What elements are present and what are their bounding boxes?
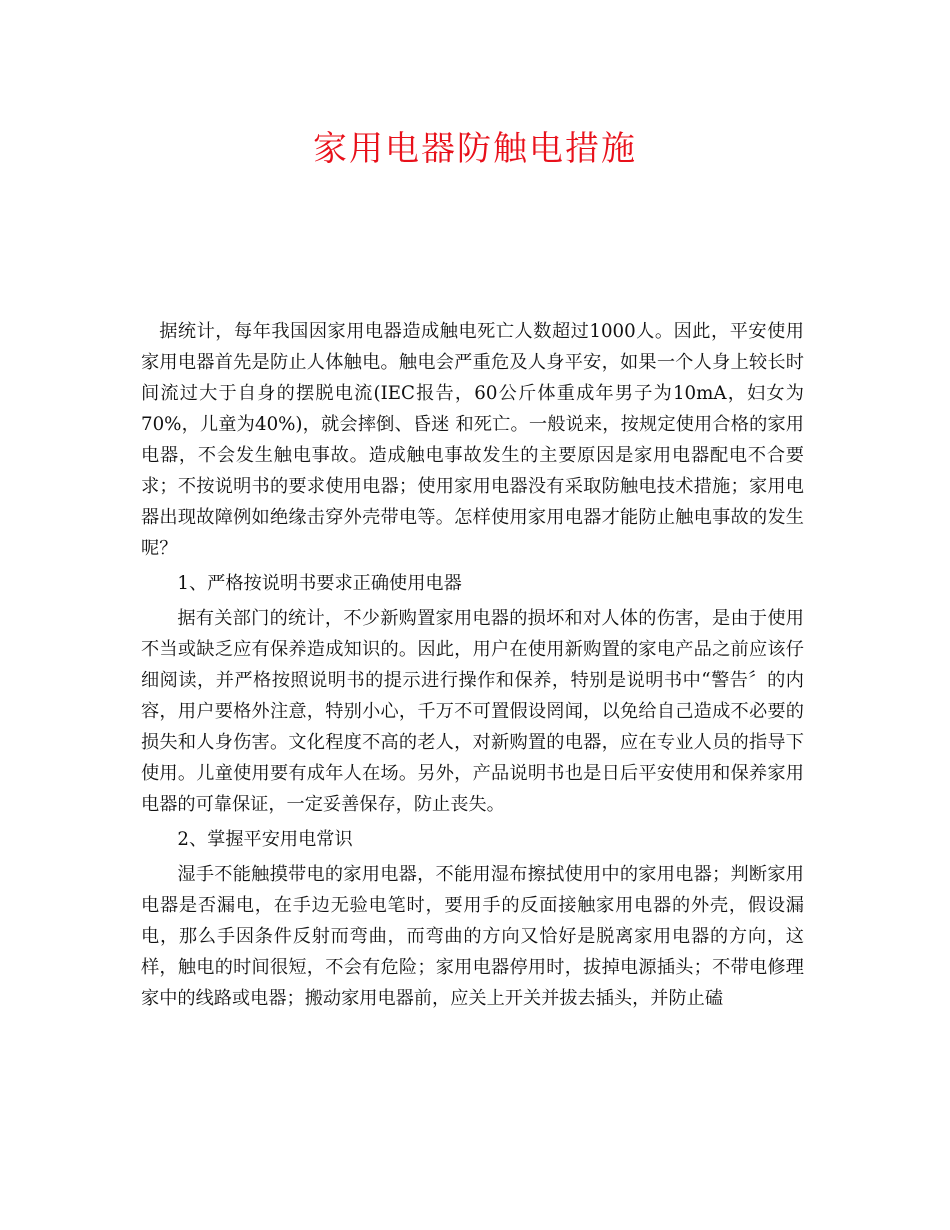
document-body [141, 316, 804, 1014]
section-heading-2: 2、掌握平安用电常识 [177, 829, 353, 850]
section-2-paragraph: 湿手不能触摸带电的家用电器，不能用湿布擦拭使用中的家用电器；判断家用电器是否漏电，在手边无验电笔时，要用手的反面接触家用电器的外壳，假设漏电，那么手因条件反射而弯曲，而弯曲的方向又恰好是脱离家用电器的方向，这样，触电的时间很短，不会有危险；家用电器停用时，拔掉电源插头；不带电修理家中的线路或电器；搬动家用电器前，应关上开关并拔去插头，并防止磕 [141, 864, 804, 1009]
intro-paragraph: 据统计，每年我国因家用电器造成触电死亡人数超过1000人。因此，平安使用家用电器首先是防止人体触电。触电会严重危及人身平安，如果一个人身上较长时间流过大于自身的摆脱电流(IEC报告，60公斤体重成年男子为10mA，妇女为70%，儿童为40%)，就会摔倒、昏迷 和死亡。一般说来，按规定使用合格的家用电器，不会发生触电事故。造成触电事故发生的主要原因是家用电器配电不合要求；不按说明书的要求使用电器；使用家用电器没有采取防触电技术措施；家用电器出现故障例如绝缘击穿外壳带电等。怎样使用家用电器才能防止触电事故的发生呢？ [141, 321, 804, 559]
section-1-paragraph: 据有关部门的统计，不少新购置家用电器的损坏和对人体的伤害，是由于使用不当或缺乏应有保养造成知识的。因此，用户在使用新购置的家电产品之前应该仔细阅读，并严格按照说明书的提示进行操作和保养，特别是说明书中“警告〞的内容，用户要格外注意，特别小心，千万不可置假设罔闻，以免给自己造成不必要的损失和人身伤害。文化程度不高的老人，对新购置的电器，应在专业人员的指导下使用。儿童使用要有成年人在场。另外，产品说明书也是日后平安使用和保养家用电器的可靠保证，一定妥善保存，防止丧失。 [141, 608, 804, 815]
document-title: 家用电器防触电措施 [313, 129, 637, 169]
section-heading-1: 1、严格按说明书要求正确使用电器 [177, 573, 462, 594]
